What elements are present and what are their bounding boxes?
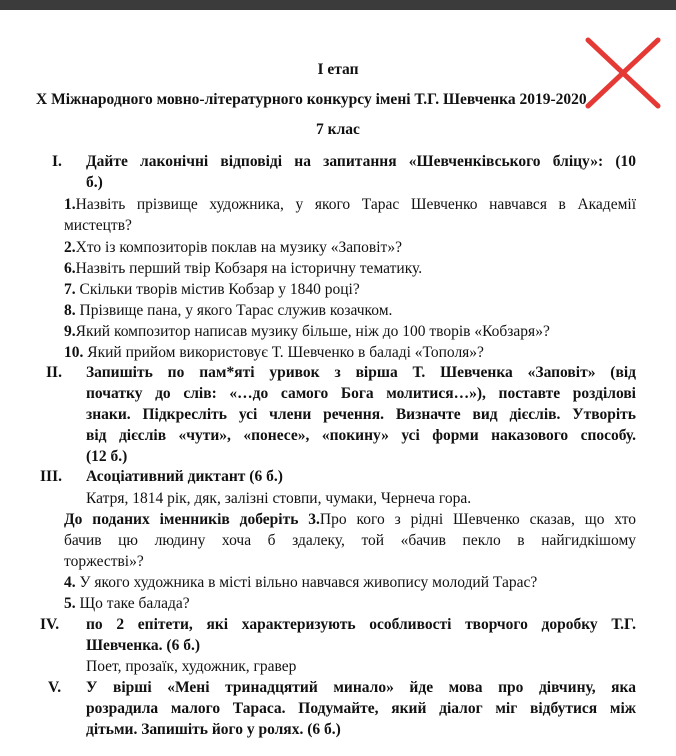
section-2-line1: Запишіть по пам*яті уривок з вірша Т. Шевченка «Заповіт» (від xyxy=(86,364,636,381)
question-4-text: У якого художника в місті вільно навчався живопису молодий Тарас? xyxy=(79,574,538,591)
question-8 xyxy=(64,300,392,321)
section-1-title-line2: б.) xyxy=(86,174,103,191)
section-5-line2: розрадила малого Тараса. Подумайте, який діалог міг відбутися між xyxy=(86,700,636,717)
section-4-words: Поет, прозаїк, художник, гравер xyxy=(86,658,297,675)
section-4-body xyxy=(86,614,636,656)
question-5 xyxy=(64,593,190,614)
section-1-number: I. xyxy=(52,153,62,170)
question-10 xyxy=(64,342,484,363)
question-6 xyxy=(64,258,422,279)
section-3-instruction: До поданих іменників доберіть xyxy=(64,511,299,528)
question-7-text: Скільки творів містив Кобзар у 1840 році? xyxy=(79,281,360,298)
red-cross-icon xyxy=(584,36,662,110)
question-2-number: 2. xyxy=(64,239,76,256)
question-10-text: Який прийом використовує Т. Шевченко в баладі «Тополя»? xyxy=(87,344,484,361)
section-5-line1: У вірші «Мені тринадцятий минало» йде мова про дівчину, яка xyxy=(86,679,636,696)
question-3-line1: Про кого з рідні Шевченко сказав, що хто xyxy=(319,511,637,528)
section-2-line4: від дієслів «чути», «понесе», «покину» усі форми наказового способу. xyxy=(86,427,636,444)
question-9-text: Який композитор написав музику більше, ніж до 100 творів «Кобзаря»? xyxy=(75,323,550,340)
question-1-number: 1. xyxy=(64,196,76,213)
stage-heading: I етап xyxy=(317,61,359,78)
section-4-line1: по 2 епітети, які характеризують особливості творчого доробку Т.Г. xyxy=(86,616,636,633)
section-5-line3: дітьми. Запишіть його у ролях. (6 б.) xyxy=(86,721,341,738)
question-7-number: 7. xyxy=(64,281,76,298)
question-7 xyxy=(64,279,360,300)
question-6-text: Назвіть перший твір Кобзаря на історичну тематику. xyxy=(75,260,423,277)
question-4-number: 4. xyxy=(64,574,76,591)
question-5-number: 5. xyxy=(64,595,76,612)
question-6-number: 6. xyxy=(64,260,76,277)
section-4-line2: Шевченка. (6 б.) xyxy=(86,637,201,654)
question-2-text: Хто із композиторів поклав на музику «Заповіт»? xyxy=(75,239,402,256)
contest-title: X Міжнародного мовно-літературного конкурсу імені Т.Г. Шевченка 2019-2020 xyxy=(36,91,587,108)
question-4 xyxy=(64,572,537,593)
question-1-line1: Назвіть прізвище художника, у якого Тарас Шевченко навчався в Академії xyxy=(75,196,636,213)
section-1-title-line1: Дайте лаконічні відповіді на запитання «Шевченківського бліцу»: (10 xyxy=(86,153,636,170)
question-3-number: 3. xyxy=(308,511,320,528)
question-2 xyxy=(64,237,402,258)
section-3-number: III. xyxy=(40,468,62,485)
section-2-line2: початку до слів: «…до самого Бога молитися…»), поставте розділові xyxy=(86,385,636,402)
question-3 xyxy=(64,509,636,572)
question-3-line2: бачив цю людину хоча б здалеку, той «бачив пекло в найгидкішому xyxy=(64,532,636,549)
question-9-number: 9. xyxy=(64,323,76,340)
question-1 xyxy=(64,194,636,236)
section-2-line3: знаки. Підкресліть усі члени речення. Визначте вид дієслів. Утворіть xyxy=(86,406,636,423)
section-3-words: Катря, 1814 рік, дяк, залізні стовпи, чумаки, Чернеча гора. xyxy=(86,490,472,507)
question-8-text: Прізвище пана, у якого Тарас служив козачком. xyxy=(79,302,393,319)
section-5-number: V. xyxy=(48,679,62,696)
question-3-line3: торжестві»? xyxy=(64,553,144,570)
section-3-title: Асоціативний диктант (6 б.) xyxy=(86,468,283,485)
question-8-number: 8. xyxy=(64,302,76,319)
section-4-number: IV. xyxy=(40,616,60,633)
section-5-body xyxy=(86,677,636,740)
section-2-number: II. xyxy=(46,364,62,381)
question-1-line2: мистецтв? xyxy=(64,217,132,234)
question-10-number: 10. xyxy=(64,344,84,361)
section-2-body xyxy=(86,362,636,467)
question-5-text: Що таке балада? xyxy=(79,595,190,612)
top-bar xyxy=(0,0,676,10)
section-2-line5: (12 б.) xyxy=(86,448,128,465)
question-9 xyxy=(64,321,550,342)
grade-heading: 7 клас xyxy=(316,121,360,138)
